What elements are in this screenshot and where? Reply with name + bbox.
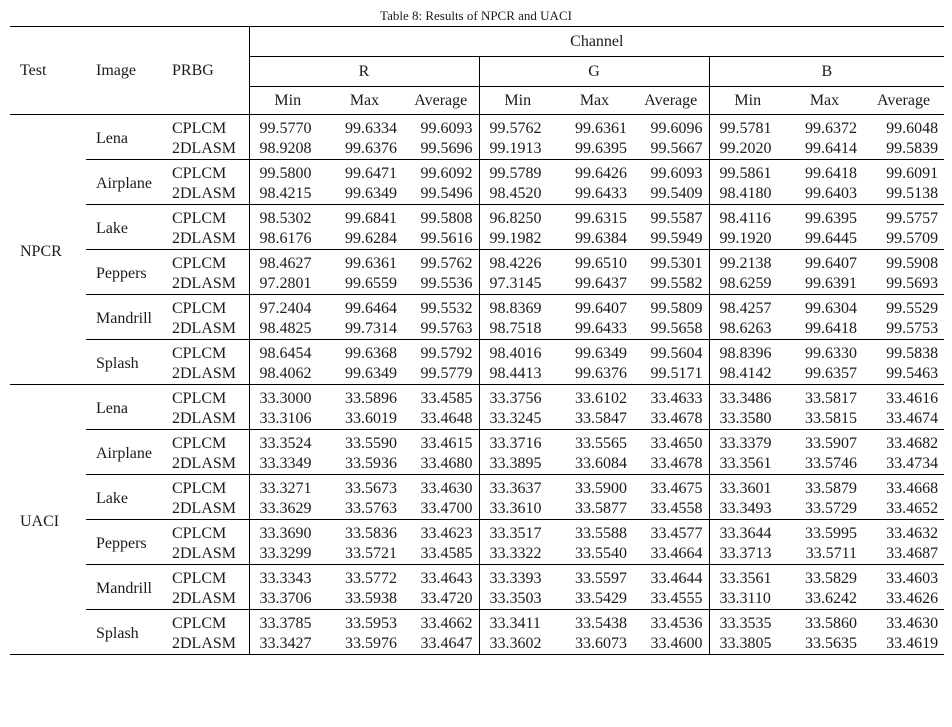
prbg-label: 2DLASM	[172, 545, 237, 562]
value-cell: 99.5667	[650, 140, 703, 157]
value-cell: 99.6403	[805, 185, 857, 202]
value-cell: 99.6349	[345, 185, 397, 202]
value-cell: 96.8250	[479, 205, 556, 230]
value-cell: 33.6242	[805, 590, 857, 607]
value-cell: 99.6304	[786, 295, 863, 320]
value-cell: 99.6407	[786, 250, 863, 275]
value-cell: 33.3895	[479, 454, 556, 475]
value-cell: 33.4678	[650, 455, 703, 472]
value-cell: 99.6096	[650, 120, 703, 137]
prbg-label: CPLCM	[162, 475, 249, 500]
value-cell: 99.5762	[479, 115, 556, 140]
value-cell: 99.5792	[403, 340, 479, 365]
table-row	[10, 340, 944, 365]
value-cell: 33.4626	[886, 590, 939, 607]
value-cell: 33.4633	[650, 390, 703, 407]
value-cell: 99.5809	[633, 295, 709, 320]
value-cell: 33.3106	[249, 409, 326, 430]
header-b-average: Average	[877, 91, 931, 109]
value-cell: 33.5995	[786, 520, 863, 545]
table-caption: Table 8: Results of NPCR and UACI	[380, 8, 572, 23]
value-cell: 33.4630	[403, 475, 479, 500]
prbg-label: CPLCM	[162, 430, 249, 455]
value-cell: 98.6263	[709, 319, 786, 340]
value-cell: 99.6414	[805, 140, 857, 157]
value-cell: 33.4623	[403, 520, 479, 545]
value-cell: 33.5847	[575, 410, 627, 427]
value-cell: 97.2801	[249, 274, 326, 295]
value-cell: 98.4520	[479, 184, 556, 205]
prbg-label: 2DLASM	[172, 410, 237, 427]
value-cell: 33.4558	[650, 500, 703, 517]
value-cell: 99.6395	[575, 140, 627, 157]
value-cell: 33.4577	[633, 520, 709, 545]
value-cell: 99.5808	[403, 205, 479, 230]
value-cell: 33.5438	[556, 610, 633, 635]
value-cell: 33.5729	[805, 500, 857, 517]
prbg-label: CPLCM	[162, 565, 249, 590]
value-cell: 99.6093	[420, 120, 473, 137]
value-cell: 33.3379	[709, 430, 786, 455]
value-cell: 33.5817	[805, 390, 857, 407]
value-cell: 33.3644	[709, 520, 786, 545]
header-g-average: Average	[644, 91, 698, 109]
prbg-label: 2DLASM	[172, 140, 237, 157]
value-cell: 33.3535	[709, 610, 786, 635]
value-cell: 99.5532	[403, 295, 479, 320]
value-cell: 99.6395	[786, 205, 863, 230]
value-cell: 33.3602	[479, 634, 556, 655]
value-cell: 33.3503	[479, 589, 556, 610]
table-row	[10, 115, 944, 140]
header-channel: Channel	[249, 27, 944, 57]
value-cell: 99.5949	[650, 230, 703, 247]
value-cell: 33.3805	[709, 634, 786, 655]
value-cell: 99.6368	[326, 340, 403, 365]
value-cell: 99.6426	[556, 160, 633, 185]
value-cell: 33.5879	[786, 475, 863, 500]
prbg-label: 2DLASM	[172, 635, 237, 652]
header-channel-b: B	[709, 57, 944, 87]
value-cell: 99.1913	[479, 139, 556, 160]
value-cell: 99.6559	[345, 275, 397, 292]
value-cell: 98.7518	[479, 319, 556, 340]
value-cell: 33.4643	[403, 565, 479, 590]
image-label: Mandrill	[86, 295, 162, 340]
value-cell: 99.5409	[650, 185, 703, 202]
prbg-label: CPLCM	[162, 160, 249, 185]
value-cell: 99.5709	[886, 230, 939, 247]
value-cell: 33.3517	[479, 520, 556, 545]
value-cell: 33.5746	[805, 455, 857, 472]
value-cell: 99.1920	[709, 229, 786, 250]
value-cell: 99.6384	[575, 230, 627, 247]
value-cell: 99.6315	[556, 205, 633, 230]
prbg-label: 2DLASM	[172, 500, 237, 517]
value-cell: 97.3145	[479, 274, 556, 295]
value-cell: 99.6407	[556, 295, 633, 320]
value-cell: 33.5763	[345, 500, 397, 517]
table-row	[10, 385, 944, 410]
value-cell: 99.6418	[786, 160, 863, 185]
value-cell: 33.4585	[420, 545, 473, 562]
value-cell: 33.3486	[709, 385, 786, 410]
value-cell: 99.5753	[886, 320, 939, 337]
value-cell: 33.3561	[709, 454, 786, 475]
prbg-label: 2DLASM	[172, 230, 237, 247]
value-cell: 33.4616	[886, 390, 939, 407]
value-cell: 98.6176	[249, 229, 326, 250]
value-cell: 33.3524	[249, 430, 326, 455]
value-cell: 33.4674	[886, 410, 939, 427]
value-cell: 33.5635	[805, 635, 857, 652]
value-cell: 33.3299	[249, 544, 326, 565]
value-cell: 99.6372	[805, 120, 857, 137]
value-cell: 99.2020	[709, 139, 786, 160]
value-cell: 33.3637	[479, 475, 556, 500]
header-prbg: PRBG	[172, 61, 214, 79]
value-cell: 99.6048	[886, 120, 939, 137]
value-cell: 99.5838	[863, 340, 944, 365]
prbg-label: CPLCM	[162, 610, 249, 635]
image-label: Lena	[96, 400, 128, 417]
test-label: NPCR	[20, 242, 62, 260]
value-cell: 33.4720	[420, 590, 473, 607]
value-cell: 33.5953	[326, 610, 403, 635]
table-row	[10, 295, 944, 320]
value-cell: 99.6092	[403, 160, 479, 185]
prbg-label: CPLCM	[162, 295, 249, 320]
value-cell: 33.3343	[249, 565, 326, 590]
prbg-label: 2DLASM	[172, 275, 237, 292]
value-cell: 99.6361	[326, 250, 403, 275]
value-cell: 33.3322	[479, 544, 556, 565]
value-cell: 33.5429	[575, 590, 627, 607]
prbg-label: CPLCM	[172, 390, 227, 407]
value-cell: 33.3411	[479, 610, 556, 635]
value-cell: 33.5938	[345, 590, 397, 607]
value-cell: 33.3000	[249, 385, 326, 410]
value-cell: 33.5673	[326, 475, 403, 500]
prbg-label: 2DLASM	[172, 455, 237, 472]
value-cell: 99.6471	[326, 160, 403, 185]
value-cell: 98.4627	[249, 250, 326, 275]
value-cell: 33.3716	[479, 430, 556, 455]
header-b-max: Max	[809, 91, 840, 109]
value-cell: 99.5658	[650, 320, 703, 337]
value-cell: 33.3601	[709, 475, 786, 500]
prbg-label: 2DLASM	[172, 185, 237, 202]
header-r-average: Average	[414, 91, 468, 109]
prbg-label: CPLCM	[162, 250, 249, 275]
value-cell: 33.4536	[633, 610, 709, 635]
value-cell: 99.5138	[886, 185, 939, 202]
image-label: Lena	[96, 130, 128, 147]
value-cell: 98.4142	[709, 364, 786, 385]
value-cell: 33.4650	[633, 430, 709, 455]
value-cell: 33.6084	[575, 455, 627, 472]
value-cell: 98.4062	[249, 364, 326, 385]
value-cell: 33.3493	[709, 499, 786, 520]
value-cell: 99.6093	[633, 160, 709, 185]
value-cell: 99.6510	[556, 250, 633, 275]
value-cell: 99.5496	[420, 185, 473, 202]
value-cell: 99.5839	[886, 140, 939, 157]
value-cell: 33.6019	[345, 410, 397, 427]
image-label: Peppers	[86, 520, 162, 565]
value-cell: 99.5908	[863, 250, 944, 275]
value-cell: 33.3706	[249, 589, 326, 610]
test-label: UACI	[20, 512, 60, 530]
value-cell: 33.3393	[479, 565, 556, 590]
prbg-label: 2DLASM	[172, 590, 237, 607]
value-cell: 99.6433	[575, 185, 627, 202]
value-cell: 33.4632	[863, 520, 944, 545]
value-cell: 99.6357	[805, 365, 857, 382]
table-row	[10, 250, 944, 275]
prbg-label: CPLCM	[172, 120, 227, 137]
value-cell: 99.5762	[403, 250, 479, 275]
image-label: Airplane	[86, 430, 162, 475]
value-cell: 99.6376	[345, 140, 397, 157]
value-cell: 33.4615	[403, 430, 479, 455]
value-cell: 99.6418	[805, 320, 857, 337]
value-cell: 99.5171	[650, 365, 703, 382]
value-cell: 33.4603	[863, 565, 944, 590]
value-cell: 33.5565	[556, 430, 633, 455]
value-cell: 33.4662	[403, 610, 479, 635]
value-cell: 33.5836	[326, 520, 403, 545]
value-cell: 33.3349	[249, 454, 326, 475]
value-cell: 33.3427	[249, 634, 326, 655]
value-cell: 99.6433	[575, 320, 627, 337]
value-cell: 33.4652	[886, 500, 939, 517]
value-cell: 99.6391	[805, 275, 857, 292]
value-cell: 99.7314	[345, 320, 397, 337]
value-cell: 33.4648	[420, 410, 473, 427]
value-cell: 99.5587	[633, 205, 709, 230]
value-cell: 98.6259	[709, 274, 786, 295]
value-cell: 33.3561	[709, 565, 786, 590]
table-row	[10, 475, 944, 500]
value-cell: 99.5779	[420, 365, 473, 382]
header-r-min: Min	[249, 87, 326, 115]
value-cell: 33.5829	[786, 565, 863, 590]
value-cell: 33.4682	[863, 430, 944, 455]
value-cell: 98.4215	[249, 184, 326, 205]
value-cell: 98.8369	[479, 295, 556, 320]
value-cell: 33.4700	[420, 500, 473, 517]
value-cell: 33.5860	[786, 610, 863, 635]
value-cell: 97.2404	[249, 295, 326, 320]
value-cell: 99.5770	[249, 115, 326, 140]
table-row	[10, 430, 944, 455]
value-cell: 33.5936	[345, 455, 397, 472]
value-cell: 99.5763	[420, 320, 473, 337]
value-cell: 33.5815	[805, 410, 857, 427]
value-cell: 33.3690	[249, 520, 326, 545]
value-cell: 33.3629	[249, 499, 326, 520]
value-cell: 33.4687	[886, 545, 939, 562]
header-g-min: Min	[479, 87, 556, 115]
value-cell: 33.4644	[633, 565, 709, 590]
value-cell: 99.5529	[863, 295, 944, 320]
value-cell: 99.6376	[575, 365, 627, 382]
value-cell: 99.6349	[345, 365, 397, 382]
value-cell: 33.4664	[650, 545, 703, 562]
value-cell: 99.5582	[650, 275, 703, 292]
header-channel-r: R	[249, 57, 479, 87]
value-cell: 33.4619	[886, 635, 939, 652]
value-cell: 33.5721	[345, 545, 397, 562]
prbg-label: 2DLASM	[172, 320, 237, 337]
value-cell: 98.5302	[249, 205, 326, 230]
value-cell: 99.6445	[805, 230, 857, 247]
value-cell: 98.9208	[249, 139, 326, 160]
value-cell: 33.5711	[805, 545, 857, 562]
value-cell: 99.6330	[786, 340, 863, 365]
value-cell: 33.5590	[326, 430, 403, 455]
image-label: Peppers	[86, 250, 162, 295]
value-cell: 33.3610	[479, 499, 556, 520]
table-row	[10, 520, 944, 545]
value-cell: 98.4825	[249, 319, 326, 340]
value-cell: 33.4585	[420, 390, 473, 407]
value-cell: 99.5781	[709, 115, 786, 140]
value-cell: 99.6361	[575, 120, 627, 137]
header-channel-g: G	[479, 57, 709, 87]
value-cell: 99.5536	[420, 275, 473, 292]
header-test: Test	[20, 61, 47, 79]
value-cell: 98.4413	[479, 364, 556, 385]
value-cell: 33.3713	[709, 544, 786, 565]
value-cell: 33.5976	[345, 635, 397, 652]
value-cell: 33.5896	[345, 390, 397, 407]
table-row	[10, 205, 944, 230]
value-cell: 33.4734	[886, 455, 939, 472]
value-cell: 99.6284	[345, 230, 397, 247]
value-cell: 33.3580	[709, 409, 786, 430]
value-cell: 33.6102	[575, 390, 627, 407]
value-cell: 33.5597	[556, 565, 633, 590]
value-cell: 99.5693	[886, 275, 939, 292]
value-cell: 33.4668	[863, 475, 944, 500]
results-table	[10, 26, 944, 655]
value-cell: 99.5301	[633, 250, 709, 275]
prbg-label: CPLCM	[162, 520, 249, 545]
value-cell: 98.4257	[709, 295, 786, 320]
value-cell: 99.6464	[326, 295, 403, 320]
header-image: Image	[96, 61, 136, 79]
value-cell: 99.6334	[345, 120, 397, 137]
table-row	[10, 565, 944, 590]
prbg-label: 2DLASM	[172, 365, 237, 382]
value-cell: 99.6091	[863, 160, 944, 185]
value-cell: 98.4116	[709, 205, 786, 230]
prbg-label: CPLCM	[162, 340, 249, 365]
value-cell: 33.3245	[479, 409, 556, 430]
image-label: Airplane	[86, 160, 162, 205]
value-cell: 98.4180	[709, 184, 786, 205]
value-cell: 33.4555	[650, 590, 703, 607]
value-cell: 33.4680	[420, 455, 473, 472]
image-label: Mandrill	[86, 565, 162, 610]
value-cell: 33.5900	[556, 475, 633, 500]
value-cell: 98.6454	[249, 340, 326, 365]
value-cell: 99.5800	[249, 160, 326, 185]
value-cell: 99.5696	[420, 140, 473, 157]
prbg-label: CPLCM	[162, 205, 249, 230]
value-cell: 33.5588	[556, 520, 633, 545]
value-cell: 33.3756	[479, 385, 556, 410]
image-label: Splash	[86, 340, 162, 385]
table-row	[10, 160, 944, 185]
value-cell: 33.4647	[420, 635, 473, 652]
value-cell: 99.1982	[479, 229, 556, 250]
value-cell: 33.4675	[633, 475, 709, 500]
image-label: Lake	[86, 475, 162, 520]
table-row	[10, 610, 944, 635]
table-body	[10, 115, 944, 655]
value-cell: 99.5861	[709, 160, 786, 185]
value-cell: 99.6349	[556, 340, 633, 365]
value-cell: 99.5789	[479, 160, 556, 185]
value-cell: 99.2138	[709, 250, 786, 275]
value-cell: 33.5907	[786, 430, 863, 455]
value-cell: 33.3785	[249, 610, 326, 635]
value-cell: 33.3110	[709, 589, 786, 610]
image-label: Lake	[86, 205, 162, 250]
value-cell: 98.4226	[479, 250, 556, 275]
image-label: Splash	[86, 610, 162, 655]
header-g-max: Max	[579, 91, 610, 109]
header-r-max: Max	[349, 91, 380, 109]
value-cell: 98.4016	[479, 340, 556, 365]
value-cell: 33.5540	[575, 545, 627, 562]
value-cell: 33.4630	[863, 610, 944, 635]
value-cell: 99.5604	[633, 340, 709, 365]
value-cell: 99.5757	[863, 205, 944, 230]
value-cell: 98.8396	[709, 340, 786, 365]
value-cell: 33.5877	[575, 500, 627, 517]
header-b-min: Min	[709, 87, 786, 115]
value-cell: 33.4600	[650, 635, 703, 652]
value-cell: 99.6841	[326, 205, 403, 230]
value-cell: 99.6437	[575, 275, 627, 292]
value-cell: 33.3271	[249, 475, 326, 500]
value-cell: 99.5463	[886, 365, 939, 382]
value-cell: 33.6073	[575, 635, 627, 652]
value-cell: 99.5616	[420, 230, 473, 247]
value-cell: 33.4678	[650, 410, 703, 427]
value-cell: 33.5772	[326, 565, 403, 590]
